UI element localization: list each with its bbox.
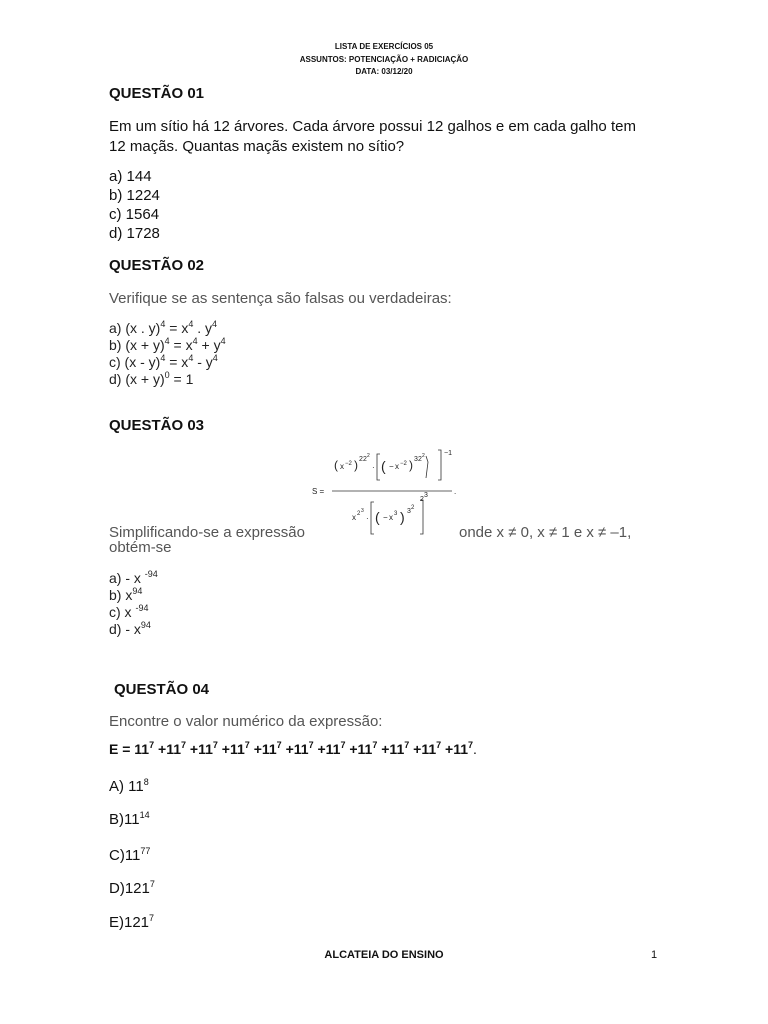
q4-expr-term: +11 — [285, 741, 309, 757]
q4-expr-term: +11 — [189, 741, 213, 757]
q4-expr-term: +11 — [381, 741, 405, 757]
q4-option-e: $E)121^7$ — [109, 913, 155, 931]
q2-option-b: b) $(x + y)^4 = x^4 + y^4$ — [109, 336, 226, 353]
q4-expression: $E = 11^7 +11^7 +11^7 +11^7 +11^7 +11^7 +11^7 +11^7 +11^7 +11^7 +11^7$. — [109, 740, 477, 757]
q4-option-a: A) $11^8$ — [109, 777, 149, 795]
q4-option-c: $C)11^{77}$ — [109, 846, 151, 864]
q4-expr-term: +11 — [445, 741, 469, 757]
formula-den-bracket-open — [371, 502, 374, 534]
formula-num-tower-1b: 2 — [363, 456, 367, 463]
formula-num-outer-exp: −1 — [444, 450, 452, 457]
q1-text-line-1: Em um sítio há 12 árvores. Cada árvore possui 12 galhos e em cada galho tem — [109, 118, 636, 135]
formula-den-exp-1b: 3 — [361, 508, 364, 514]
q4-option-b: $B)11^{14}$ — [109, 810, 150, 828]
q2-option-a: a) (x . $y)^4 = x^4$ . $y^4$ — [109, 319, 218, 336]
formula-num-exp-1: −2 — [345, 461, 352, 467]
formula-num-paren-open-1: ( — [334, 458, 338, 472]
header-line-1: LISTA DE EXERCÍCIOS 05 — [334, 42, 434, 51]
formula-den-paren-close: ) — [400, 509, 405, 525]
q1-option-b: b) 1224 — [109, 187, 160, 204]
q1-option-d: d) 1728 — [109, 225, 160, 242]
formula-end-dot: . — [454, 487, 457, 496]
q4-expr-end: . — [473, 741, 477, 757]
page-number: 1 — [651, 949, 658, 961]
q4-expr-term: 11 — [134, 741, 150, 757]
formula-den-exp-1a: 2 — [357, 511, 361, 517]
q2-title: QUESTÃO 02 — [109, 257, 205, 274]
formula-num-exp-2: −2 — [400, 461, 407, 467]
q4-option-d: $D)121^7$ — [109, 879, 155, 897]
formula-num-paren-open-2: ( — [381, 458, 386, 474]
q1-title: QUESTÃO 01 — [109, 85, 205, 102]
q1-text-line-2: 12 maçãs. Quantas maçãs existem no sítio? — [109, 138, 405, 155]
formula-den-exp-2: 3 — [394, 511, 398, 517]
q3-option-d: $d) - x^{94}$ — [109, 620, 151, 637]
q1-option-a: a) 144 — [109, 168, 152, 185]
q4-title: QUESTÃO 04 — [114, 681, 210, 698]
q2-option-d: d) $(x + y)^0 = 1$ — [109, 370, 194, 387]
q3-text-right: onde x ≠ 0, x ≠ 1 e x ≠ –1, — [459, 524, 632, 541]
q3-options — [109, 570, 158, 638]
formula-num-inner-sign: − — [389, 462, 394, 471]
q3-option-b: b) $x^{94}$ — [109, 586, 143, 603]
q3-formula — [310, 444, 470, 544]
q4-expr-term: +11 — [158, 741, 181, 757]
q1-option-c: c) 1564 — [109, 206, 160, 223]
q4-expr-term: +11 — [413, 741, 437, 757]
q4-expr-term: +11 — [349, 741, 373, 757]
q2-options — [109, 320, 226, 388]
q4-expr-term: +11 — [221, 741, 245, 757]
formula-num-tower-1a: 2 — [359, 456, 363, 463]
q3-option-c: c) x $^{-94}$ — [109, 603, 149, 620]
q4-expr-term: +11 — [317, 741, 341, 757]
q3-title: QUESTÃO 03 — [109, 417, 205, 434]
formula-den-base-1: x — [352, 513, 356, 522]
formula-den-paren-open: ( — [375, 509, 380, 525]
q3-text-line-2: obtém-se — [109, 539, 172, 556]
q2-option-c: c) $(x - y)^4 = x^4 - y^4$ — [109, 353, 218, 370]
formula-den-inner-sign: − — [383, 513, 388, 522]
q4-expr-term: +11 — [253, 741, 277, 757]
formula-num-paren-close-1: ) — [354, 458, 358, 472]
q4-expr-label: E = — [109, 741, 135, 757]
formula-num-dot: · — [372, 463, 375, 472]
q1-options — [109, 167, 160, 243]
formula-num-bracket-close — [438, 450, 441, 480]
formula-num-tower-2b: 2 — [418, 456, 422, 463]
formula-den-outer-exp-b: 3 — [424, 492, 428, 499]
formula-den-tower-2a: 3 — [407, 508, 411, 515]
formula-den-bracket-close — [420, 500, 423, 534]
formula-den-outer-exp-a: 2 — [420, 496, 424, 503]
q2-text: Verifique se as sentença são falsas ou verdadeiras: — [109, 290, 452, 307]
formula-den-dot: · — [366, 514, 369, 523]
formula-num-base-1: x — [340, 462, 344, 471]
header-line-3: DATA: 03/12/20 — [355, 67, 413, 76]
formula-den-tower-2b: 2 — [411, 505, 415, 511]
formula-lhs: S = — [312, 487, 325, 496]
formula-num-base-2: x — [395, 462, 399, 471]
formula-num-paren-close-2: ) — [409, 458, 413, 472]
formula-num-tower-2a: 3 — [414, 456, 418, 463]
formula-den-base-2: x — [389, 513, 393, 522]
formula-num-tower-1c: 2 — [367, 453, 370, 459]
footer-brand: ALCATEIA DO ENSINO — [324, 949, 444, 961]
q3-text-left: Simplificando-se a expressão — [109, 524, 305, 541]
header-line-2: ASSUNTOS: POTENCIAÇÃO + RADICIAÇÃO — [299, 55, 469, 64]
formula-num-bracket-open — [377, 454, 380, 480]
formula-num-tower-2c: 2 — [422, 453, 425, 459]
q3-option-a: a) - x $^{-94}$ — [109, 569, 158, 586]
formula-num-paren-tower — [426, 456, 428, 478]
q4-text: Encontre o valor numérico da expressão: — [109, 713, 383, 730]
